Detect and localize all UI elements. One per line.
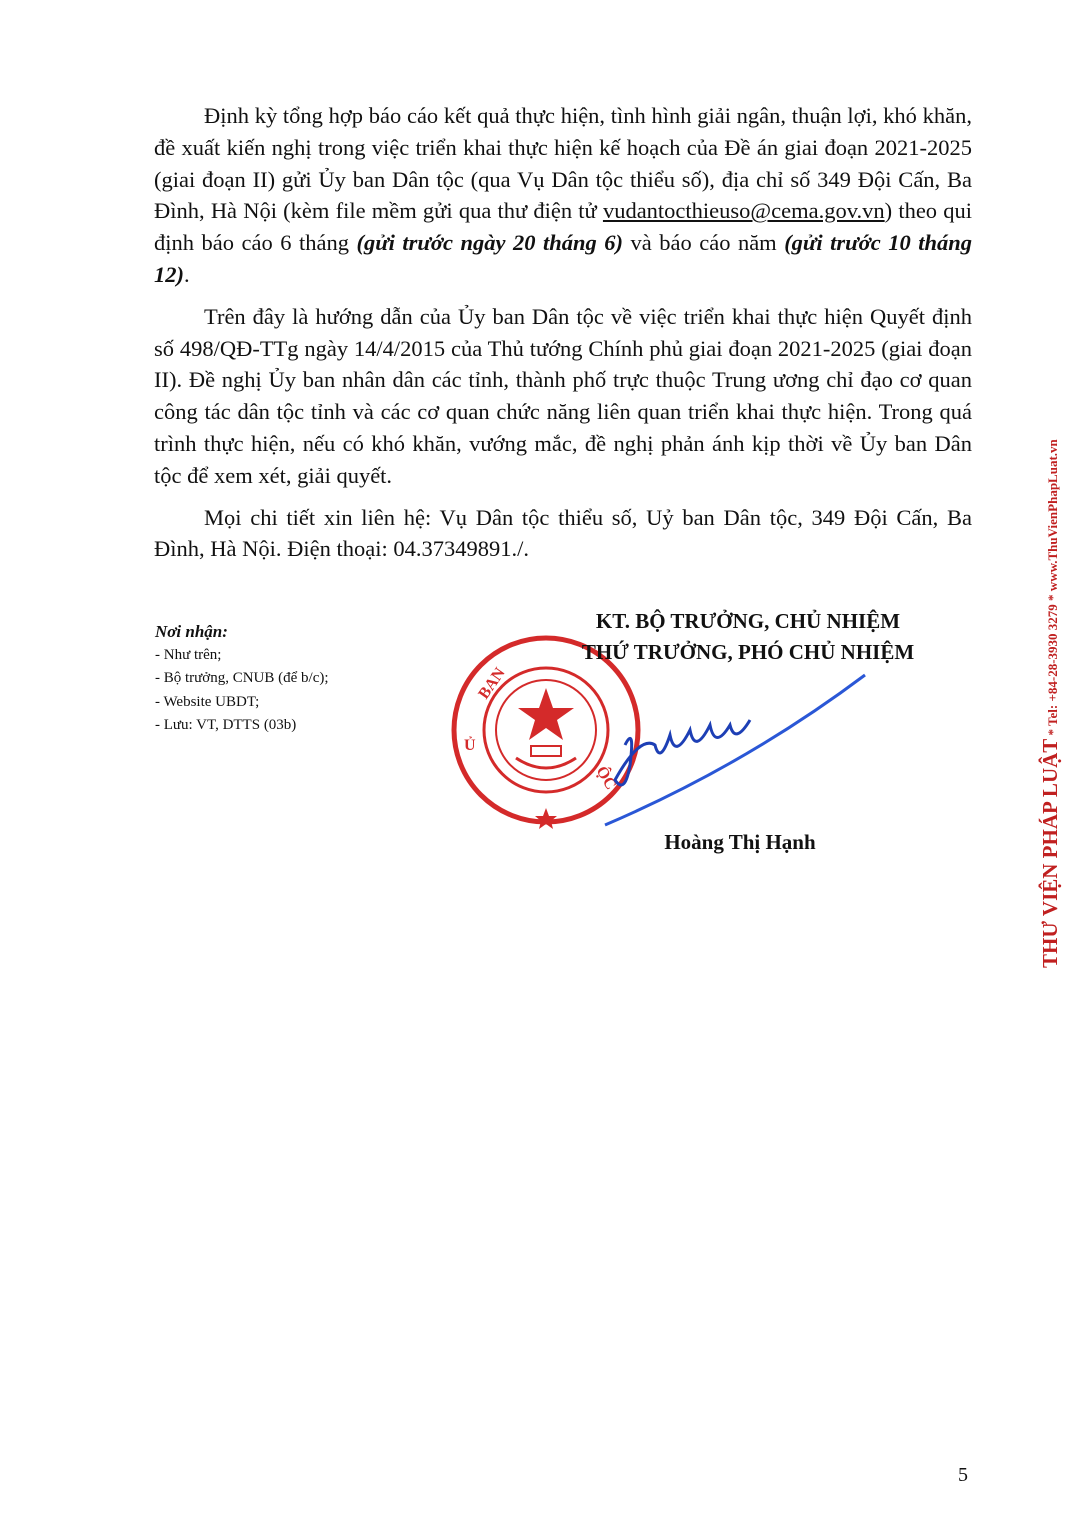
deadline-annual: (gửi trước 10 tháng 12) xyxy=(154,230,972,287)
email-link[interactable]: vudantocthieuso@cema.gov.vn xyxy=(602,198,885,224)
svg-text:BAN: BAN xyxy=(475,664,509,703)
paragraph-guidance: Trên đây là hướng dẫn của Ủy ban Dân tộc về việc triển khai thực hiện Quyết định số 498/QĐ-TTg ngày 14/4/2015 của Thủ tướng Chính phủ giai đoạn 2021-2025 (giai đoạn II). Đề nghị Ủy ban nhân dân các tỉnh, thành phố trực thuộc Trung ương chỉ đạo cơ quan công tác dân tộc tỉnh và các cơ quan chức năng liên quan triển khai thực hiện. Trong quá trình thực hiện, nếu có khó khăn, vướng mắc, đề nghị phản ánh kịp thời về Ủy ban Dân tộc để xem xét, giải quyết. xyxy=(154,303,972,488)
recipients-title: Nơi nhận: xyxy=(155,622,228,641)
signer-name: Hoàng Thị Hạnh xyxy=(664,830,816,854)
signature-title-line1: KT. BỘ TRƯỞNG, CHỦ NHIỆM xyxy=(595,609,901,633)
recipient-item: - Bộ trưởng, CNUB (để b/c); xyxy=(155,670,329,686)
paragraph-reporting: Định kỳ tổng hợp báo cáo kết quả thực hiện, tình hình giải ngân, thuận lợi, khó khăn, đề xuất kiến nghị trong việc triển khai thực hiện kế hoạch của Đề án giai đoạn 2021-2025 (giai đoạn II) gửi Ủy ban Dân tộc (qua Vụ Dân tộc thiểu số), địa chỉ số 349 Đội Cấn, Ba Đình, Hà Nội (kèm file mềm gửi qua thư điện tử vudantocthieuso@cema.gov.vn) theo qui định báo cáo 6 tháng (gửi trước ngày 20 tháng 6) và báo cáo năm (gửi trước 10 tháng 12). xyxy=(154,103,972,287)
signature-title-line2: THỨ TRƯỞNG, PHÓ CHỦ NHIỆM xyxy=(581,640,915,664)
deadline-semiannual: (gửi trước ngày 20 tháng 6) xyxy=(356,230,623,256)
paragraph-contact: Mọi chi tiết xin liên hệ: Vụ Dân tộc thiểu số, Uỷ ban Dân tộc, 349 Đội Cấn, Ba Đình, Hà Nội. Điện thoại: 04.37349891./. xyxy=(154,504,972,562)
watermark-contact: * Tel: +84-28-3930 3279 * www.ThuVienPhapLuat.vn xyxy=(1045,439,1060,739)
watermark xyxy=(1038,439,1063,968)
recipient-item: - Website UBDT; xyxy=(155,693,260,710)
recipient-item: - Lưu: VT, DTTS (03b) xyxy=(155,717,297,733)
watermark-name: THƯ VIỆN PHÁP LUẬT xyxy=(1038,738,1062,968)
recipients-block xyxy=(155,620,329,738)
handwritten-signature-icon xyxy=(592,665,895,835)
recipient-item: - Như trên; xyxy=(155,646,222,663)
body-text xyxy=(154,100,972,575)
svg-text:ỘC: ỘC xyxy=(592,763,620,793)
svg-text:Ủ: Ủ xyxy=(464,737,476,754)
signature-title xyxy=(538,606,958,668)
page-number: 5 xyxy=(958,1464,968,1486)
